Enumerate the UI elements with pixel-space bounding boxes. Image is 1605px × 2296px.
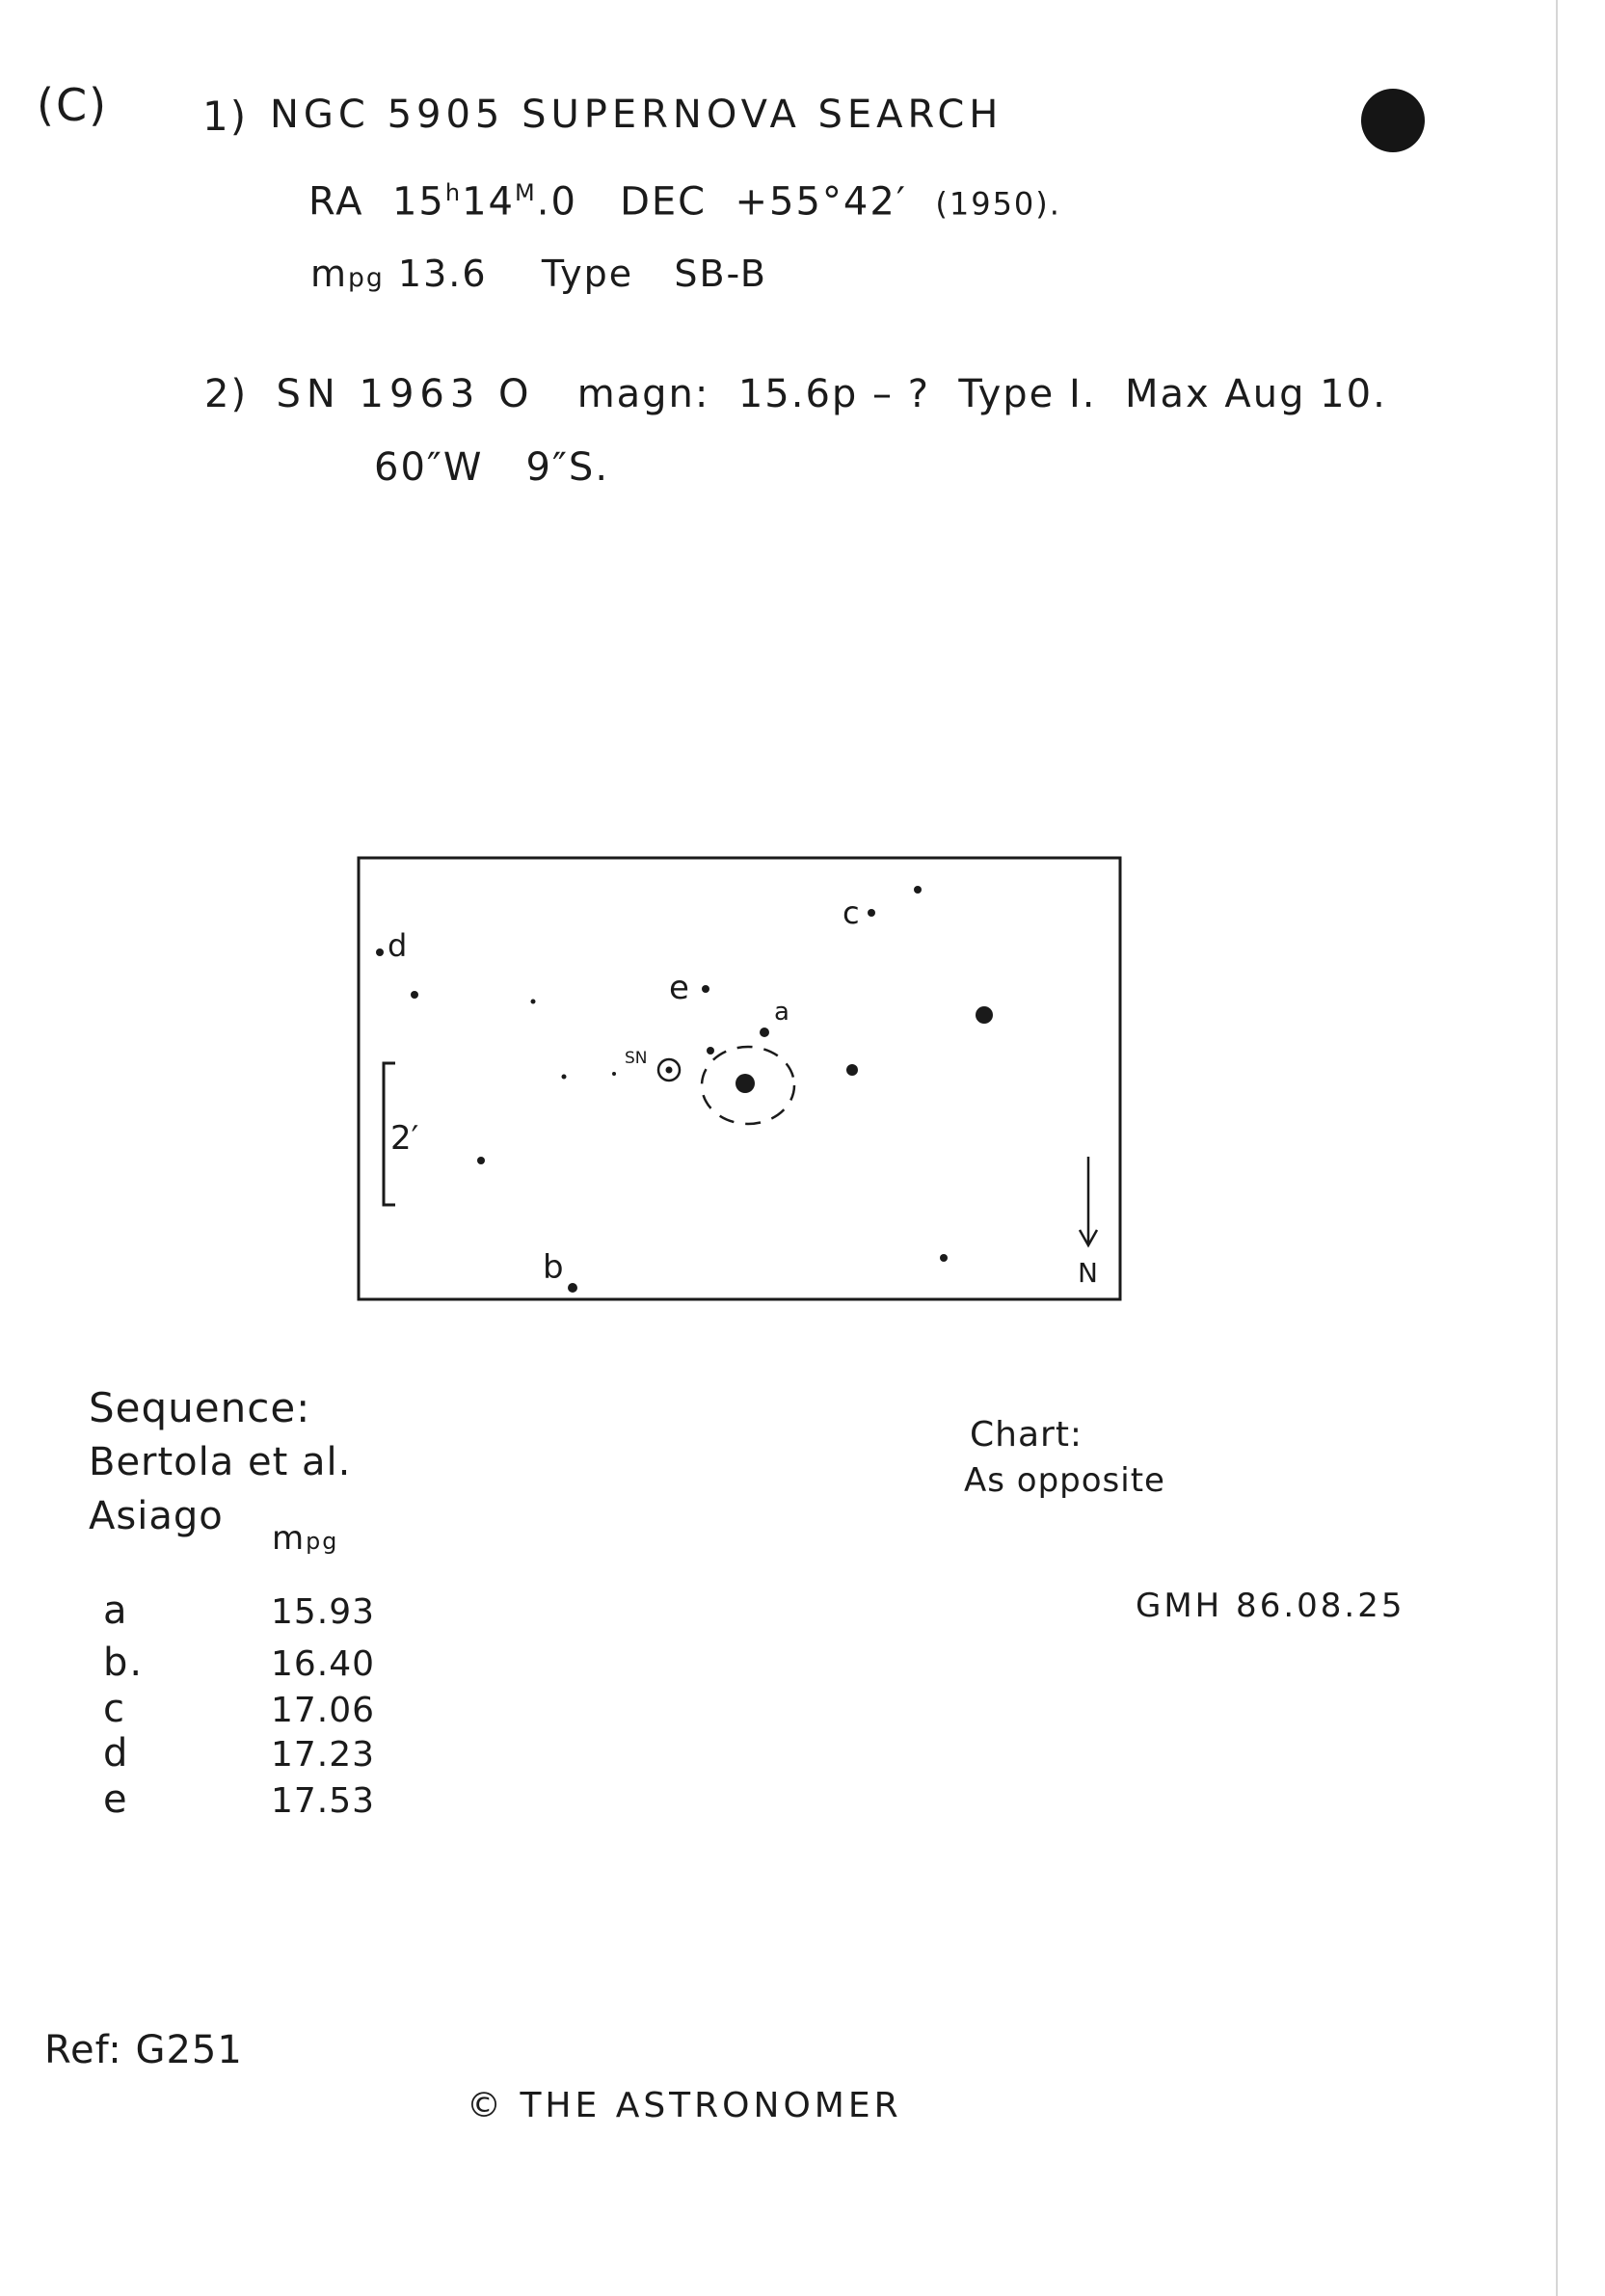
row-star: a bbox=[103, 1589, 129, 1633]
field-star bbox=[976, 1006, 993, 1024]
section-mark: (C) bbox=[37, 79, 109, 131]
galaxy-nucleus bbox=[736, 1074, 755, 1093]
star-d bbox=[376, 948, 384, 956]
sn-type: Type I. bbox=[958, 372, 1097, 416]
magn-value: 15.6p – ? bbox=[737, 372, 930, 416]
supernova-marker-dot bbox=[666, 1067, 673, 1074]
field-star bbox=[477, 1157, 485, 1164]
dec-value: +55°42′ bbox=[735, 179, 907, 225]
star-label-c: c bbox=[843, 894, 860, 931]
sn-max-date: Max Aug 10. bbox=[1124, 372, 1387, 416]
scale-label: 2′ bbox=[390, 1119, 419, 1158]
field-star bbox=[562, 1075, 567, 1080]
field-star bbox=[707, 1047, 714, 1055]
reference: Ref: G251 bbox=[44, 2028, 243, 2072]
row-star: e bbox=[103, 1777, 129, 1822]
sn-name: SN 1963 O bbox=[276, 372, 535, 416]
row-mag: 17.53 bbox=[271, 1781, 376, 1821]
sequence-source-1: Bertola et al. bbox=[89, 1440, 352, 1484]
table-row bbox=[92, 1589, 410, 1635]
ra-h-unit: h bbox=[444, 179, 463, 206]
sequence-source-2: Asiago bbox=[89, 1494, 224, 1538]
col-sub: pg bbox=[306, 1528, 339, 1555]
star-b bbox=[568, 1283, 577, 1293]
field-star bbox=[612, 1072, 616, 1076]
row-mag: 15.93 bbox=[271, 1592, 376, 1632]
type-label: Type bbox=[541, 253, 634, 295]
mag-value: 13.6 bbox=[397, 253, 488, 295]
star-label-d: d bbox=[388, 927, 408, 964]
ra-minutes: 14 bbox=[462, 179, 516, 225]
field-star bbox=[846, 1064, 858, 1076]
star-c bbox=[868, 909, 875, 917]
star-e bbox=[702, 985, 709, 993]
signature: GMH 86.08.25 bbox=[1136, 1587, 1405, 1625]
ra-label: RA bbox=[308, 179, 364, 225]
copyright: © THE ASTRONOMER bbox=[467, 2086, 902, 2125]
star-label-b: b bbox=[543, 1248, 564, 1287]
item1-number: 1) bbox=[202, 93, 249, 140]
row-mag: 17.23 bbox=[271, 1735, 376, 1775]
magn-label: magn: bbox=[576, 372, 710, 416]
chart-note-2: As opposite bbox=[964, 1461, 1165, 1500]
mag-label: m bbox=[310, 253, 349, 295]
sn-label: SN bbox=[625, 1049, 648, 1068]
ra-frac: .0 bbox=[536, 179, 577, 225]
mag-sub: pg bbox=[348, 263, 385, 293]
star-a bbox=[760, 1028, 769, 1037]
item1-title: NGC 5905 SUPERNOVA SEARCH bbox=[270, 93, 1003, 137]
field-star bbox=[914, 886, 922, 894]
field-star bbox=[411, 991, 418, 999]
dec-label: DEC bbox=[620, 179, 708, 225]
row-star: b. bbox=[103, 1641, 145, 1685]
star-label-e: e bbox=[669, 969, 689, 1007]
row-mag: 17.06 bbox=[271, 1691, 376, 1730]
row-star: c bbox=[103, 1687, 126, 1731]
ra-hours: 15 bbox=[391, 179, 445, 225]
type-value: SB-B bbox=[674, 253, 767, 295]
table-row bbox=[92, 1731, 410, 1777]
field-star bbox=[940, 1254, 948, 1262]
item2-number: 2) bbox=[204, 372, 249, 416]
row-mag: 16.40 bbox=[271, 1644, 376, 1684]
row-star: d bbox=[103, 1731, 130, 1775]
sequence-title: Sequence: bbox=[89, 1384, 311, 1431]
north-label: N bbox=[1078, 1257, 1098, 1289]
sequence-col-header bbox=[272, 1519, 338, 1558]
sn-offset: 60″W 9″S. bbox=[374, 445, 610, 490]
table-row bbox=[92, 1641, 410, 1687]
star-label-a: a bbox=[774, 998, 789, 1027]
table-row bbox=[92, 1687, 410, 1733]
field-star bbox=[531, 1000, 536, 1004]
table-row bbox=[92, 1777, 410, 1824]
epoch: (1950). bbox=[935, 185, 1061, 223]
col-label: m bbox=[272, 1519, 307, 1558]
ra-m-unit: M bbox=[515, 179, 537, 206]
chart-note-1: Chart: bbox=[970, 1415, 1083, 1455]
